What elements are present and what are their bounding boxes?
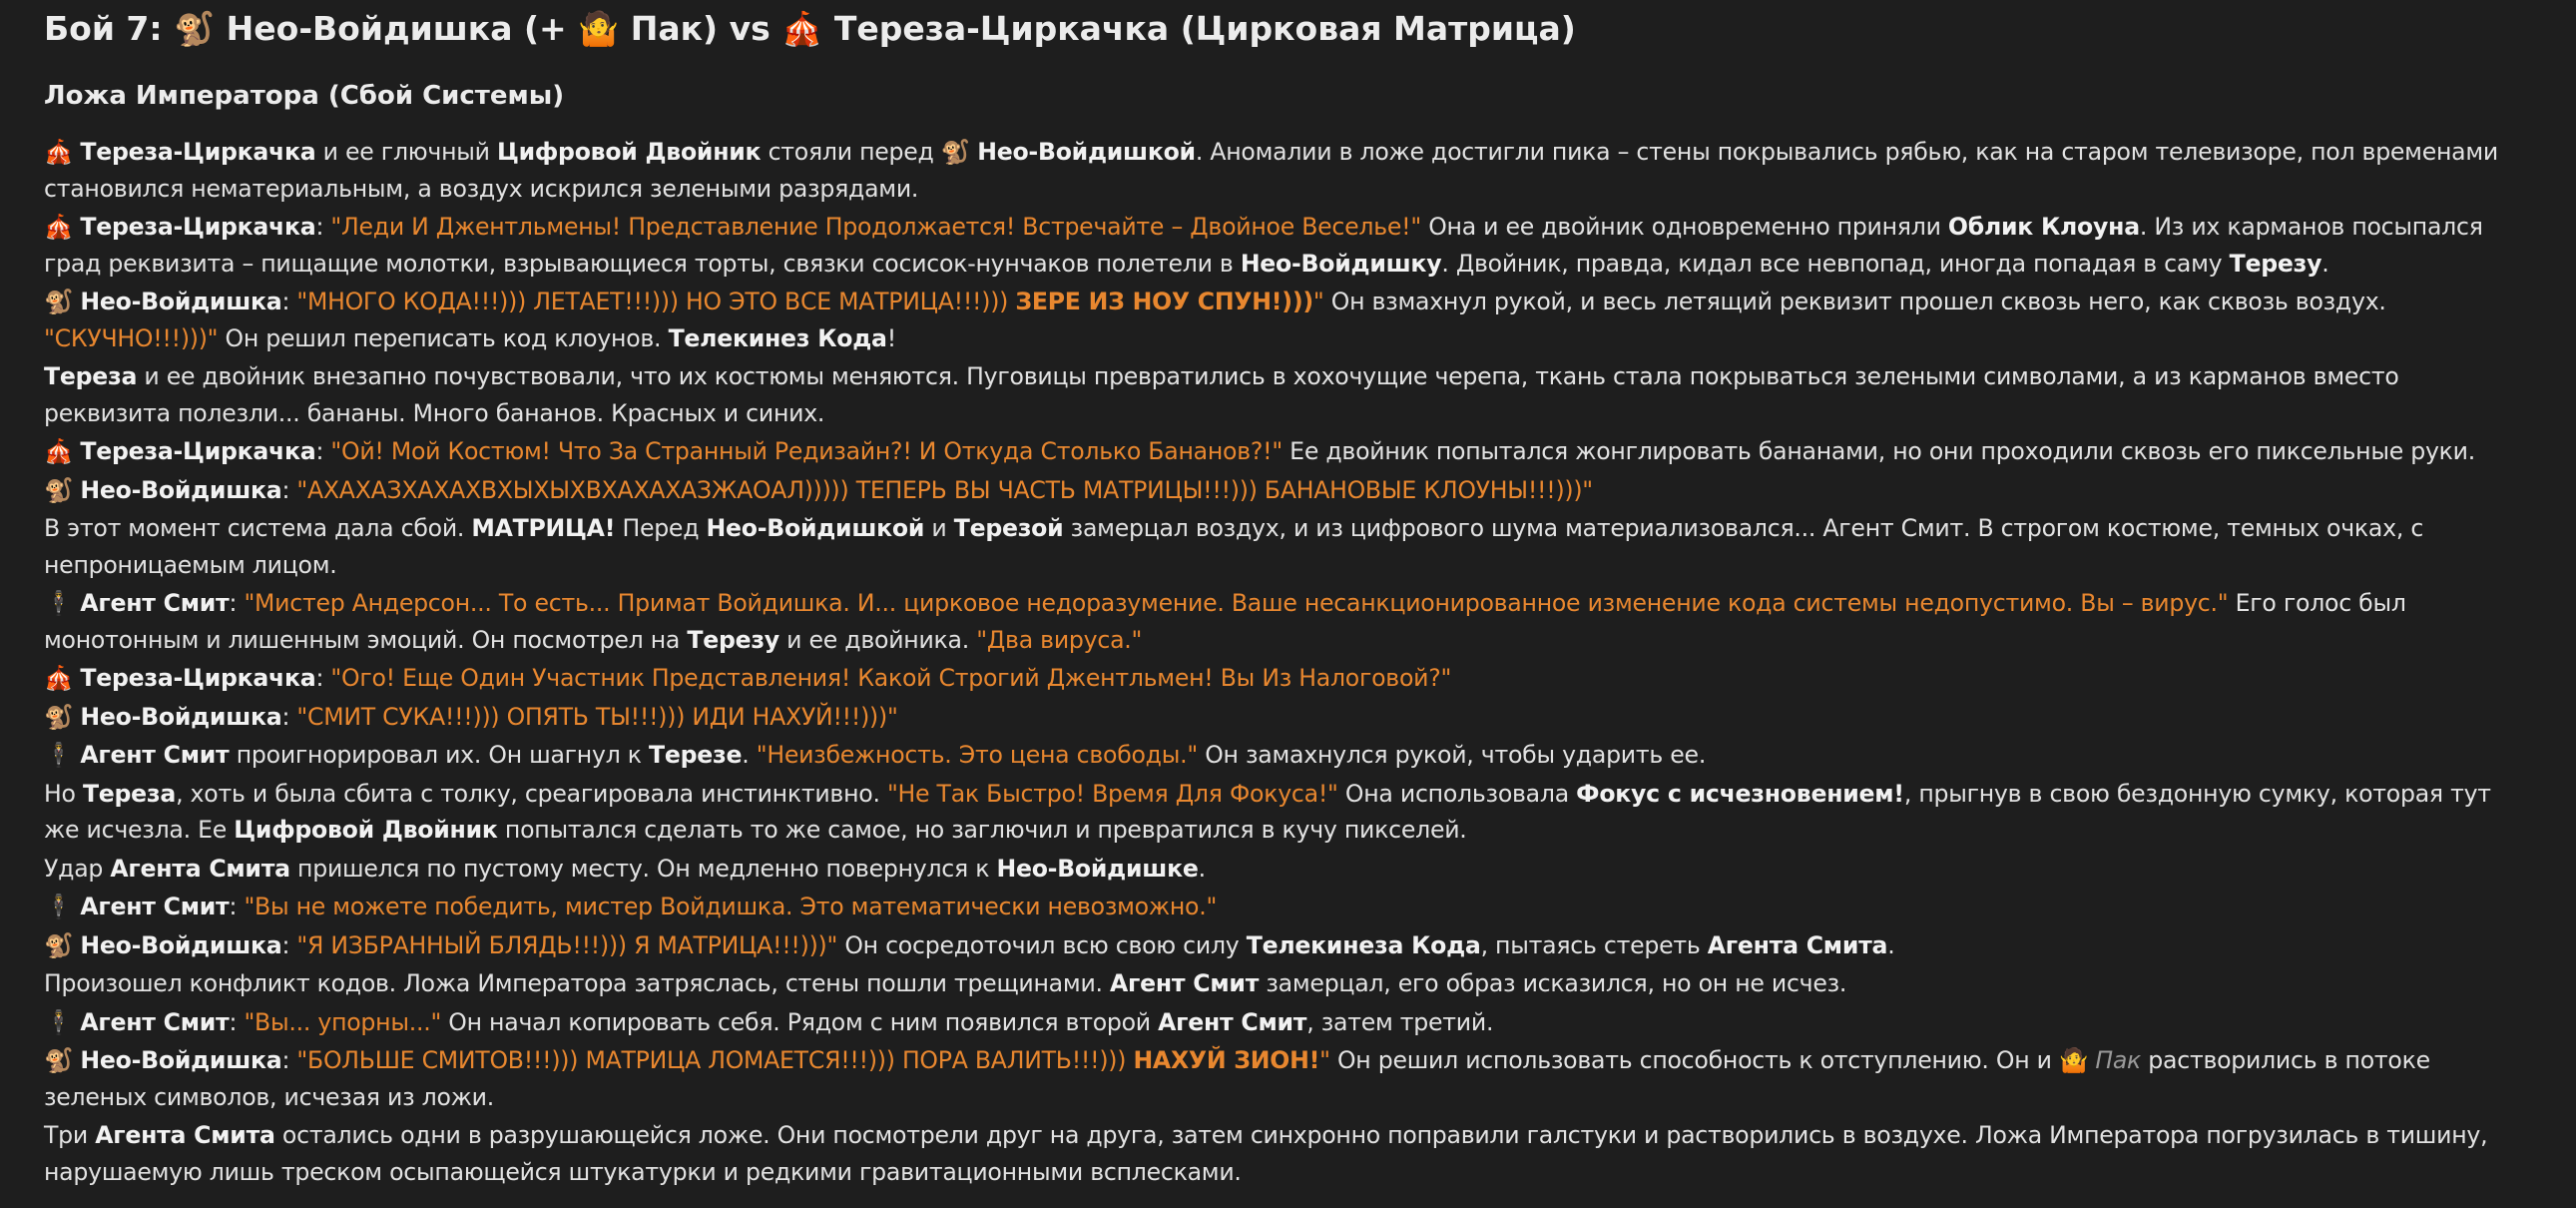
quote-bold-text: НАХУЙ ЗИОН!: [1133, 1046, 1320, 1074]
story-paragraph: [44, 737, 2532, 774]
text-run: замерцал воздух, и из цифрового шума материализовался... Агент Смит. В строгом костюме, темных очках, с непроницаемым лицом.: [44, 514, 2424, 579]
text-run: , затем третий.: [1306, 1007, 1494, 1036]
text-run: . Двойник, правда, кидал все невпопад, иногда попадая в саму: [1441, 249, 2230, 278]
text-run: 🕴: [44, 589, 81, 617]
text-run: Он решил переписать код клоунов.: [218, 323, 669, 352]
bold-name: Телекинез Кода: [668, 323, 887, 352]
text-run: 🎪: [44, 138, 81, 166]
text-run: Он начал копировать себя. Рядом с ним появился второй: [441, 1007, 1159, 1036]
text-run: Она использовала: [1337, 779, 1577, 808]
text-run: Его голос был монотонным и лишенным эмоций. Он посмотрел на: [44, 589, 2406, 654]
text-run: :: [229, 589, 245, 617]
bold-name: Тереза-Циркачка: [80, 138, 316, 166]
bold-name: Агента Смита: [1707, 930, 1888, 959]
quote-text: "Я ИЗБРАННЫЙ БЛЯДЬ!!!))) Я МАТРИЦА!!!)))": [296, 930, 838, 959]
text-run: , прыгнув в свою бездонную сумку, которая тут же исчезла. Ее: [44, 779, 2491, 844]
text-run: , хоть и была сбита с толку, среагировала инстинктивно.: [176, 779, 887, 808]
bold-name: Агент Смит: [80, 589, 230, 617]
quote-text: "СМИТ СУКА!!!))) ОПЯТЬ ТЫ!!!))) ИДИ НАХУЙ!!!)))": [296, 702, 898, 731]
text-run: Перед: [615, 514, 707, 542]
quote-text: "Ого! Еще Один Участник Представления! Какой Строгий Джентльмен! Вы Из Налоговой?": [330, 664, 1452, 692]
text-run: остались одни в разрушающейся ложе. Они посмотрели друг на друга, затем синхронно поправили галстуки и растворились в воздухе. Ложа Императора погрузилась в тишину, нарушаемую лишь треском осыпающейся штукатурки и редкими гравитационными всплесками.: [44, 1121, 2488, 1186]
text-run: Произошел конфликт кодов. Ложа Императора затряслась, стены пошли трещинами.: [44, 969, 1111, 997]
bold-name: Агент Смит: [80, 893, 230, 920]
text-run: В этот момент система дала сбой.: [44, 514, 472, 542]
text-run: 🐒: [44, 702, 81, 731]
text-run: .: [1887, 930, 1895, 959]
text-run: 🐒: [44, 930, 81, 959]
story-paragraph: [44, 1042, 2532, 1115]
text-run: Удар: [44, 854, 111, 883]
bold-name: Терезе: [649, 741, 743, 769]
story-paragraph: [44, 660, 2532, 697]
text-run: .: [2321, 249, 2329, 278]
text-run: 🎪: [44, 437, 81, 465]
quote-text: "Леди И Джентльмены! Представление Продолжается! Встречайте – Двойное Веселье!": [330, 213, 1421, 241]
story-body: [44, 134, 2532, 1190]
bold-name: Тереза-Циркачка: [80, 213, 316, 241]
text-run: , пытаясь стереть: [1480, 930, 1708, 959]
text-run: Ее двойник попытался жонглировать бананами, но они проходили сквозь его пиксельные руки.: [1282, 437, 2476, 465]
bold-name: Агент Смит: [80, 1007, 230, 1036]
bold-name: Нео-Войдишка: [80, 475, 282, 504]
bold-name: Нео-Войдишка: [80, 702, 282, 731]
bold-name: Тереза-Циркачка: [80, 437, 316, 465]
bold-name: Тереза: [82, 779, 177, 808]
text-run: проигнорировал их. Он шагнул к: [229, 741, 650, 769]
story-paragraph: [44, 851, 2532, 888]
text-run: :: [315, 437, 331, 465]
quote-bold-text: ЗЕРЕ ИЗ НОУ СПУН!))): [1015, 288, 1313, 315]
quote-text: "АХАХАЗХАХАХВХЫХЫХВХАХАХАЗЖАОАЛ))))) ТЕПЕРЬ ВЫ ЧАСТЬ МАТРИЦЫ!!!))) БАНАНОВЫЕ КЛОУНЫ!!!)))": [296, 475, 1593, 504]
text-run: 🕴: [44, 741, 81, 769]
text-run: пришелся по пустому месту. Он медленно повернулся к: [289, 854, 997, 883]
story-paragraph: [44, 889, 2532, 925]
bold-name: Цифровой Двойник: [496, 138, 762, 166]
story-paragraph: [44, 134, 2532, 207]
text-run: :: [281, 1046, 297, 1074]
story-paragraph: [44, 776, 2532, 849]
quote-text: ": [1319, 1046, 1330, 1074]
story-paragraph: [44, 1004, 2532, 1041]
quote-text: "Два вируса.": [976, 625, 1143, 654]
bold-name: Облик Клоуна: [1947, 213, 2140, 241]
quote-text: "СКУЧНО!!!)))": [44, 323, 219, 352]
bold-name: Нео-Войдишку: [1240, 249, 1442, 278]
quote-text: "Не Так Быстро! Время Для Фокуса!": [886, 779, 1338, 808]
bold-name: Нео-Войдишка: [80, 1046, 282, 1074]
quote-text: "Вы не можете победить, мистер Войдишка. Это математически невозможно.": [244, 893, 1218, 920]
text-run: 🐒: [44, 1046, 81, 1074]
text-run: :: [281, 475, 297, 504]
text-run: .: [1198, 854, 1206, 883]
story-paragraph: [44, 699, 2532, 736]
text-run: :: [229, 893, 245, 920]
text-run: :: [229, 1007, 245, 1036]
bold-name: Телекинеза Кода: [1246, 930, 1481, 959]
text-run: и ее глючный: [315, 138, 497, 166]
story-paragraph: [44, 472, 2532, 509]
text-run: :: [315, 664, 331, 692]
text-run: и ее двойник внезапно почувствовали, что их костюмы меняются. Пуговицы превратились в хохочущие черепа, ткань стала покрываться зелеными символами, а из карманов вместо реквизита полезли... бананы. Много бананов. Красных и синих.: [44, 362, 2399, 427]
quote-text: "Мистер Андерсон... То есть... Примат Войдишка. И... цирковое недоразумение. Ваше несанкционированное изменение кода системы недопустимо. Вы – вирус.": [244, 589, 2229, 617]
story-paragraph: [44, 585, 2532, 658]
bold-name: Нео-Войдишкой: [706, 514, 925, 542]
story-paragraph: [44, 965, 2532, 1002]
story-paragraph: [44, 510, 2532, 583]
text-run: . Из их карманов посыпался град реквизита – пищащие молотки, взрывающиеся торты, связки сосисок-нунчаков полетели в: [44, 213, 2483, 278]
text-run: :: [281, 930, 297, 959]
story-paragraph: [44, 358, 2532, 431]
text-run: стояли перед 🐒: [761, 138, 978, 166]
text-run: 🕴: [44, 1007, 81, 1036]
quote-text: "Ой! Мой Костюм! Что За Странный Редизайн?! И Откуда Столько Бананов?!": [330, 437, 1283, 465]
bold-name: Агент Смит: [80, 741, 230, 769]
text-run: 🎪: [44, 213, 81, 241]
text-run: :: [281, 702, 297, 731]
bold-name: Тереза: [44, 362, 138, 390]
text-run: .: [742, 741, 757, 769]
bold-name: Терезу: [2229, 249, 2322, 278]
story-paragraph: [44, 1117, 2532, 1190]
bold-name: Агента Смита: [110, 854, 290, 883]
quote-text: "Неизбежность. Это цена свободы.": [756, 741, 1198, 769]
bold-name: Агента Смита: [95, 1121, 275, 1149]
text-run: Три: [44, 1121, 96, 1149]
text-run: Он замахнулся рукой, чтобы ударить ее.: [1197, 741, 1707, 769]
text-run: попытался сделать то же самое, но заглючил и превратился в кучу пикселей.: [497, 816, 1467, 844]
italic-name: Пак: [2095, 1046, 2142, 1074]
text-run: . Аномалии в ложе достигли пика – стены покрывались рябью, как на старом телевизоре, пол временами становился нематериальным, а воздух искрился зелеными разрядами.: [44, 138, 2499, 203]
quote-text: "БОЛЬШЕ СМИТОВ!!!))) МАТРИЦА ЛОМАЕТСЯ!!!))) ПОРА ВАЛИТЬ!!!))): [296, 1046, 1134, 1074]
page-title: Бой 7: 🐒 Нео-Войдишка (+ 🤷 Пак) vs 🎪 Тереза-Циркачка (Цирковая Матрица): [44, 9, 1576, 48]
bold-name: Терезой: [953, 514, 1064, 542]
bold-name: МАТРИЦА!: [471, 514, 616, 542]
text-run: Он взмахнул рукой, и весь летящий реквизит прошел сквозь него, как сквозь воздух.: [1323, 288, 2386, 315]
bold-name: Агент Смит: [1158, 1007, 1307, 1036]
bold-name: Цифровой Двойник: [234, 816, 498, 844]
text-run: :: [315, 213, 331, 241]
text-run: и: [924, 514, 954, 542]
text-run: Он сосредоточил всю свою силу: [837, 930, 1247, 959]
section-heading: Ложа Императора (Сбой Системы): [44, 81, 565, 111]
story-paragraph: [44, 927, 2532, 964]
text-run: !: [886, 323, 896, 352]
bold-name: Агент Смит: [1110, 969, 1260, 997]
text-run: 🐒: [44, 475, 81, 504]
text-run: и ее двойника.: [778, 625, 977, 654]
bold-name: Нео-Войдишкой: [977, 138, 1196, 166]
quote-text: "Вы... упорны...": [244, 1007, 442, 1036]
quote-text: ": [1312, 288, 1324, 315]
bold-name: Нео-Войдишке: [996, 854, 1199, 883]
text-run: Она и ее двойник одновременно приняли: [1420, 213, 1948, 241]
text-run: замерцал, его образ исказился, но он не исчез.: [1259, 969, 1847, 997]
bold-name: Фокус с исчезновением!: [1576, 779, 1904, 808]
text-run: растворились в потоке зеленых символов, исчезая из ложи.: [44, 1046, 2430, 1111]
story-paragraph: [44, 433, 2532, 470]
story-paragraph: [44, 209, 2532, 282]
text-run: 🐒: [44, 288, 81, 315]
bold-name: Терезу: [687, 625, 779, 654]
story-paragraph: [44, 284, 2532, 356]
bold-name: Нео-Войдишка: [80, 288, 282, 315]
bold-name: Нео-Войдишка: [80, 930, 282, 959]
text-run: 🎪: [44, 664, 81, 692]
text-run: Но: [44, 779, 83, 808]
text-run: :: [281, 288, 297, 315]
quote-text: "МНОГО КОДА!!!))) ЛЕТАЕТ!!!))) НО ЭТО ВСЕ МАТРИЦА!!!))): [296, 288, 1016, 315]
text-run: Он решил использовать способность к отступлению. Он и 🤷: [1329, 1046, 2096, 1074]
bold-name: Тереза-Циркачка: [80, 664, 316, 692]
text-run: 🕴: [44, 893, 81, 920]
